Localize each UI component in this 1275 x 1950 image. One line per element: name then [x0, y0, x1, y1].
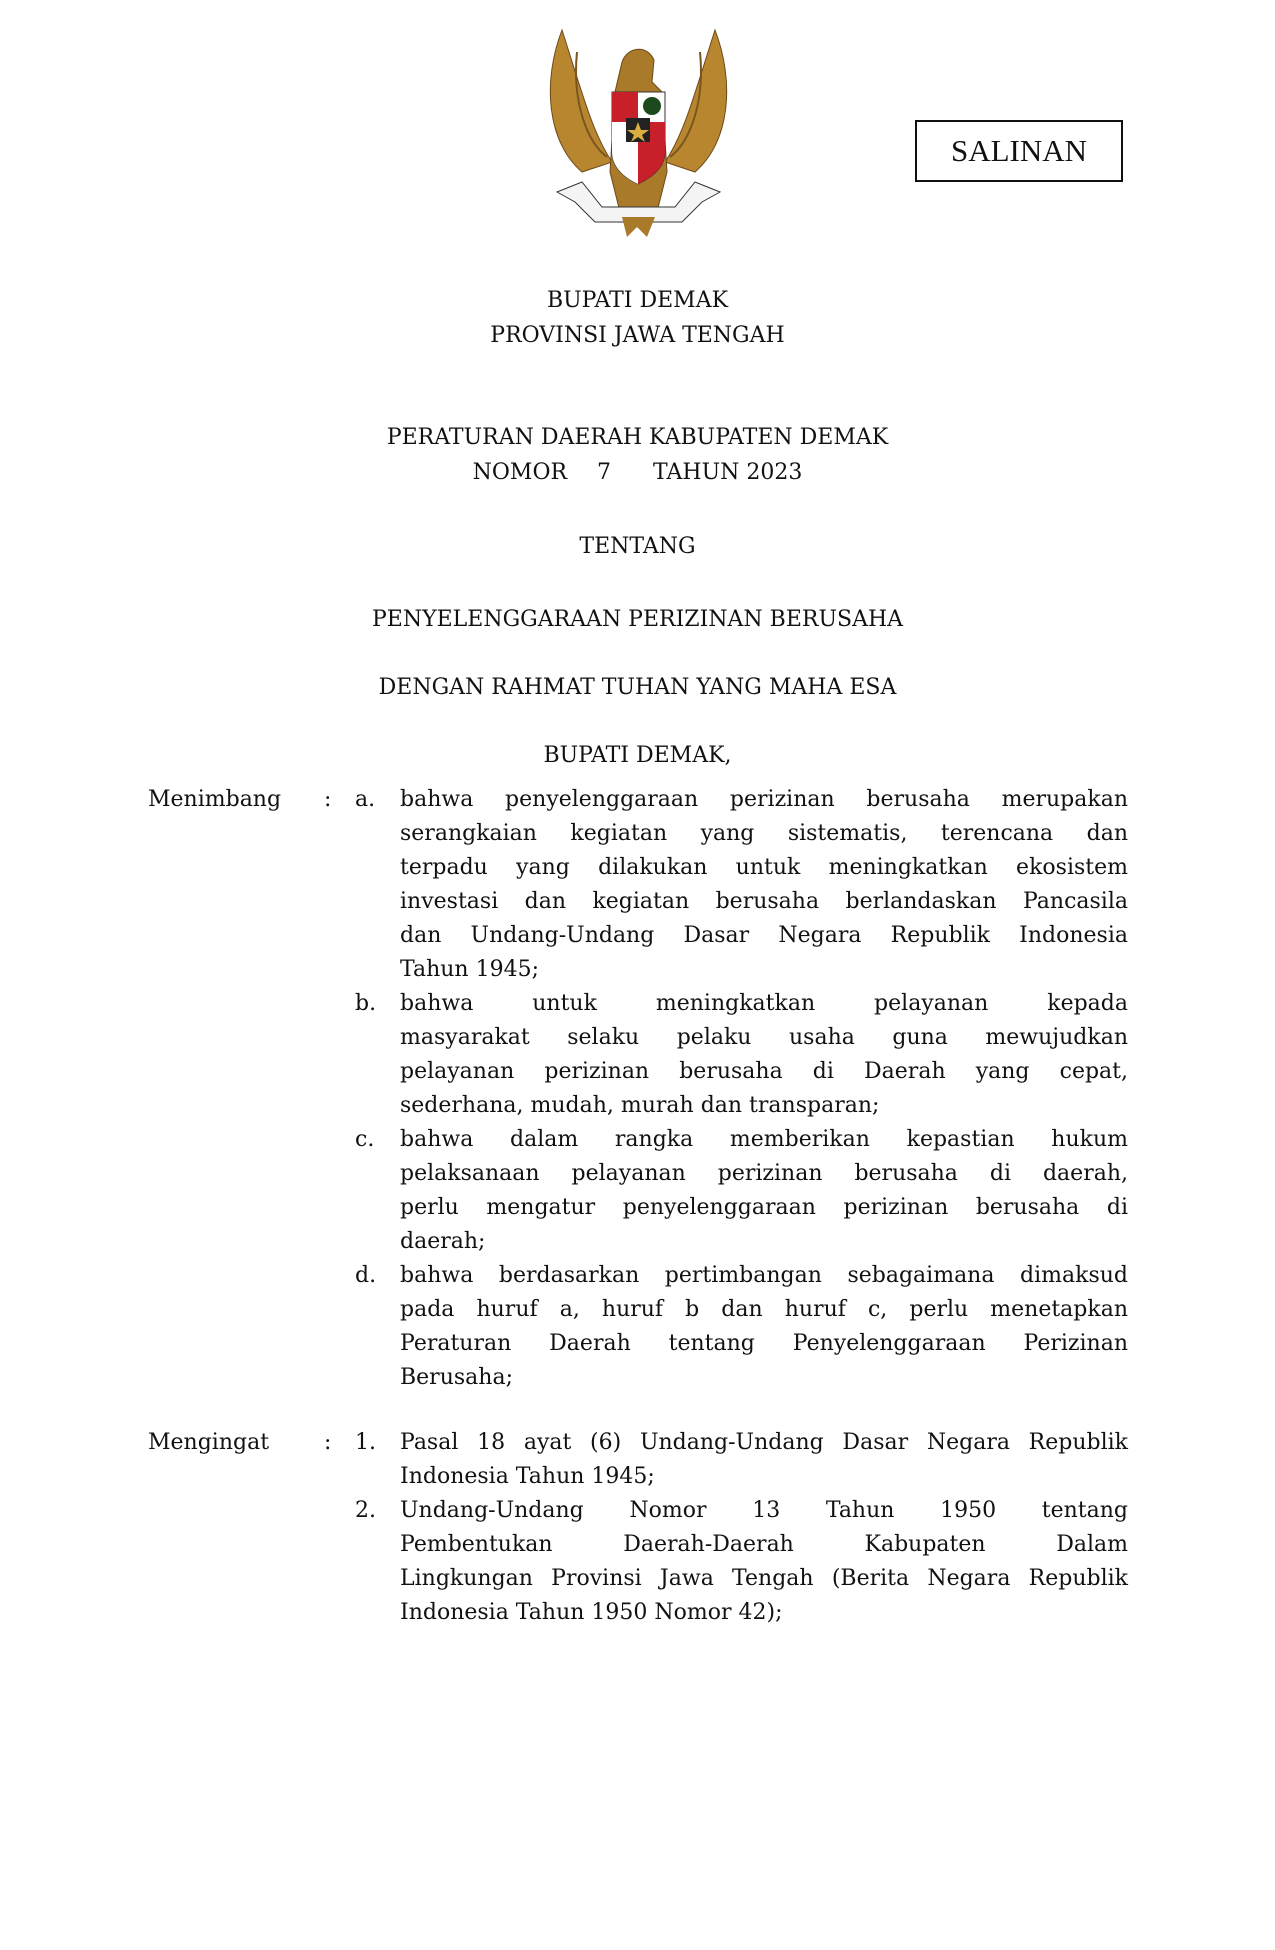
- section-label: Mengingat: [148, 1430, 270, 1455]
- item-marker: 2.: [355, 1498, 376, 1523]
- item-text-line: Tahun 1945;: [400, 957, 539, 982]
- item-text-line: Pembentukan Daerah-Daerah Kabupaten Dalam: [400, 1532, 1128, 1557]
- item-text-line: bahwa dalam rangka memberikan kepastian hukum: [400, 1127, 1128, 1152]
- section-colon: :: [324, 787, 332, 812]
- item-text-line: pada huruf a, huruf b dan huruf c, perlu menetapkan: [400, 1297, 1128, 1322]
- issuer-name: BUPATI DEMAK: [546, 288, 729, 313]
- nomor-label: NOMOR: [472, 460, 568, 485]
- item-text-line: dan Undang-Undang Dasar Negara Republik Indonesia: [400, 923, 1128, 948]
- preamble: DENGAN RAHMAT TUHAN YANG MAHA ESA: [378, 675, 897, 700]
- regulation-number: [0, 456, 1275, 490]
- section-label: Menimbang: [148, 787, 282, 812]
- regulation-title: PERATURAN DAERAH KABUPATEN DEMAK: [386, 425, 889, 450]
- item-text-line: Berusaha;: [400, 1365, 513, 1390]
- item-text-line: perlu mengatur penyelenggaraan perizinan berusaha di: [400, 1195, 1128, 1220]
- item-text-line: sederhana, mudah, murah dan transparan;: [400, 1093, 880, 1118]
- garuda-pancasila-emblem: [542, 22, 735, 239]
- item-marker: a.: [355, 787, 376, 812]
- item-text-line: Indonesia Tahun 1950 Nomor 42);: [400, 1600, 783, 1625]
- salinan-stamp: SALINAN: [915, 120, 1123, 182]
- item-text-line: bahwa penyelenggaraan perizinan berusaha merupakan: [400, 787, 1128, 812]
- item-marker: c.: [355, 1127, 375, 1152]
- item-text-line: bahwa berdasarkan pertimbangan sebagaimana dimaksud: [400, 1263, 1128, 1288]
- item-marker: b.: [355, 991, 377, 1016]
- item-text-line: investasi dan kegiatan berusaha berlandaskan Pancasila: [400, 889, 1128, 914]
- item-text-line: bahwa untuk meningkatkan pelayanan kepada: [400, 991, 1128, 1016]
- regulation-subject: PENYELENGGARAAN PERIZINAN BERUSAHA: [371, 607, 904, 632]
- tahun-value: TAHUN 2023: [653, 460, 803, 485]
- item-text-line: Indonesia Tahun 1945;: [400, 1464, 655, 1489]
- item-text-line: pelayanan perizinan berusaha di Daerah yang cepat,: [400, 1059, 1128, 1084]
- item-marker: d.: [355, 1263, 377, 1288]
- issuer-province: PROVINSI JAWA TENGAH: [490, 323, 785, 348]
- item-text-line: Undang-Undang Nomor 13 Tahun 1950 tentang: [400, 1498, 1128, 1523]
- item-text-line: terpadu yang dilakukan untuk meningkatkan ekosistem: [400, 855, 1128, 880]
- item-text-line: Lingkungan Provinsi Jawa Tengah (Berita Negara Republik: [400, 1566, 1128, 1591]
- item-text-line: serangkaian kegiatan yang sistematis, terencana dan: [400, 821, 1128, 846]
- item-text-line: pelaksanaan pelayanan perizinan berusaha di daerah,: [400, 1161, 1128, 1186]
- item-text-line: daerah;: [400, 1229, 486, 1254]
- item-text-line: Pasal 18 ayat (6) Undang-Undang Dasar Negara Republik: [400, 1430, 1128, 1455]
- item-marker: 1.: [355, 1430, 376, 1455]
- section-colon: :: [324, 1430, 332, 1455]
- item-text-line: Peraturan Daerah tentang Penyelenggaraan Perizinan: [400, 1331, 1128, 1356]
- nomor-value: 7: [597, 460, 612, 485]
- tentang-heading: TENTANG: [579, 534, 696, 559]
- authority: BUPATI DEMAK,: [543, 743, 732, 768]
- item-text-line: masyarakat selaku pelaku usaha guna mewujudkan: [400, 1025, 1128, 1050]
